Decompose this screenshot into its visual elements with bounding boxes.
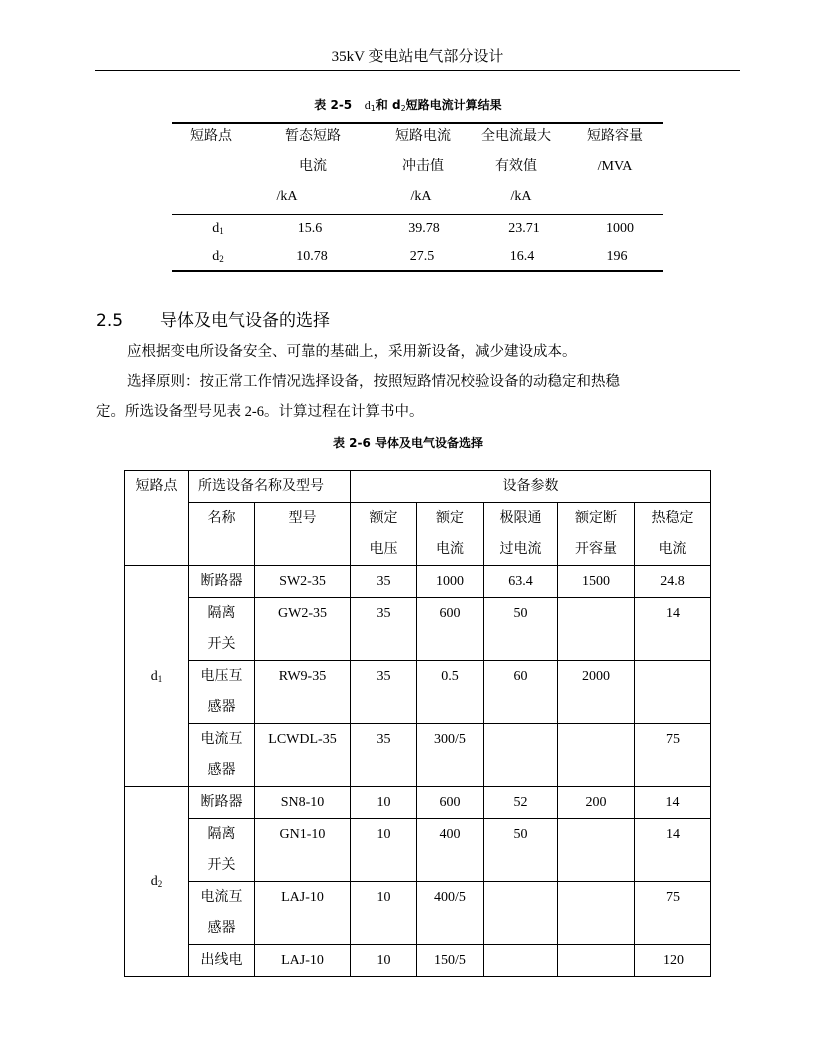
table25-row2-capacity: 196: [606, 249, 628, 264]
equipment-model: LAJ-10: [255, 882, 351, 945]
table25-caption: [0, 96, 816, 113]
limit-current: 52: [484, 787, 558, 819]
table26: [124, 470, 711, 977]
table25-caption-mid: 和 d: [375, 98, 401, 112]
table26-caption: 表 2-6 导体及电气设备选择: [332, 436, 484, 450]
table25-row1-capacity: 1000: [606, 221, 634, 236]
table26-head-name: 名称: [189, 503, 255, 566]
table26-head-current: [417, 503, 484, 566]
table25-caption-d1: d: [364, 98, 371, 112]
breaking-capacity: [558, 724, 635, 787]
equipment-name-line-2: 感器: [207, 921, 236, 936]
thermal-current: 120: [635, 945, 711, 977]
table-row: [125, 566, 711, 598]
table25-row2-transient: 10.78: [296, 249, 328, 264]
table25-row2-point: [206, 243, 230, 271]
table-row: [125, 945, 711, 977]
table-row: [125, 819, 711, 882]
equipment-name: [189, 661, 255, 724]
table26-head-model: 型号: [255, 503, 351, 566]
paragraph-2-line-2: 定。所选设备型号见表 2-6。计算过程在计算书中。: [96, 404, 424, 420]
table25-head-impact-1: 短路电流: [395, 129, 451, 144]
table25-head-rms-3: /kA: [510, 189, 532, 204]
table-row: [125, 724, 711, 787]
thermal-current: 14: [635, 819, 711, 882]
rated-voltage: 35: [351, 598, 417, 661]
table26-head-breaking-2: 开容量: [575, 542, 617, 557]
table26-head-breaking-1: 额定断: [575, 511, 617, 526]
equipment-name-line-1: 电流互: [200, 890, 243, 905]
table26-head-voltage-1: 额定: [369, 511, 398, 526]
table26-head-thermal: [635, 503, 711, 566]
table25-caption-text: 短路电流计算结果: [405, 98, 502, 112]
table25-row2-point-sub: 2: [219, 254, 224, 264]
table26-head-limit: [484, 503, 558, 566]
limit-current: [484, 945, 558, 977]
table25-caption-sub1: 1: [370, 104, 376, 113]
thermal-current: 75: [635, 882, 711, 945]
paragraph-1: 应根据变电所设备安全、可靠的基础上，采用新设备，减少建设成本。: [127, 344, 577, 360]
limit-current: 60: [484, 661, 558, 724]
table26-head-voltage: [351, 503, 417, 566]
rated-current: 400/5: [417, 882, 484, 945]
breaking-capacity: [558, 598, 635, 661]
table26-group-d1-point-d: d: [150, 668, 158, 684]
table25-head-transient-1: 暂态短路: [285, 129, 341, 144]
thermal-current: 14: [635, 598, 711, 661]
equipment-name: [189, 819, 255, 882]
table26-head-row-2: [125, 503, 711, 566]
table-row: [125, 598, 711, 661]
equipment-name: 出线电: [189, 945, 255, 977]
equipment-name: 断路器: [189, 566, 255, 598]
equipment-model: SN8-10: [255, 787, 351, 819]
equipment-name-line-2: 开关: [207, 637, 236, 652]
table-row: [125, 882, 711, 945]
thermal-current: 75: [635, 724, 711, 787]
table25-head-rms-2: 有效值: [495, 159, 537, 174]
table26-group-d2-point-d: d: [150, 874, 158, 889]
rated-voltage: 35: [351, 661, 417, 724]
rated-voltage: 10: [351, 945, 417, 977]
table25-caption-sub2: 2: [400, 104, 406, 113]
rated-current: 600: [417, 598, 484, 661]
limit-current: 50: [484, 598, 558, 661]
table25-row1-transient: 15.6: [297, 221, 323, 236]
equipment-name-line-2: 感器: [207, 700, 236, 715]
equipment-model: GW2-35: [255, 598, 351, 661]
table26-head-limit-1: 极限通: [499, 511, 542, 526]
rated-voltage: 10: [351, 882, 417, 945]
limit-current: [484, 882, 558, 945]
equipment-model: RW9-35: [255, 661, 351, 724]
equipment-name-line-1: 电压互: [200, 669, 243, 684]
thermal-current: [635, 661, 711, 724]
thermal-current: 24.8: [635, 566, 711, 598]
table26-head-current-2: 电流: [436, 542, 464, 557]
table26-head-params: 设备参数: [351, 471, 711, 503]
page-header: [95, 44, 740, 71]
table25-caption-number: 表 2-5: [314, 98, 353, 112]
table25-row1-impact: 39.78: [408, 221, 440, 236]
breaking-capacity: 200: [558, 787, 635, 819]
rated-current: 300/5: [417, 724, 484, 787]
limit-current: [484, 724, 558, 787]
table26-head-current-1: 额定: [436, 511, 464, 526]
table-row: [125, 787, 711, 819]
equipment-model: GN1-10: [255, 819, 351, 882]
table26-group-d2-point-sub: 2: [157, 879, 163, 889]
equipment-model: LAJ-10: [255, 945, 351, 977]
rated-current: 400: [417, 819, 484, 882]
section-number: 2.5: [96, 311, 124, 331]
table25-row2-impact: 27.5: [409, 249, 435, 264]
table25-row2-point-d: d: [212, 249, 220, 264]
section-title: 导体及电气设备的选择: [160, 311, 330, 331]
limit-current: 50: [484, 819, 558, 882]
table26-head-thermal-2: 电流: [658, 542, 687, 557]
equipment-model: LCWDL-35: [255, 724, 351, 787]
table25-row1-point-sub: 1: [219, 226, 224, 236]
breaking-capacity: [558, 882, 635, 945]
table25-head-rms-1: 全电流最大: [481, 129, 551, 144]
breaking-capacity: [558, 945, 635, 977]
table25-row1-point-d: d: [212, 221, 220, 236]
rated-voltage: 10: [351, 819, 417, 882]
table25-row1-rms: 23.71: [508, 221, 540, 236]
equipment-name-line-1: 隔离: [207, 827, 236, 842]
section-heading: [96, 308, 330, 334]
equipment-name-line-1: 电流互: [200, 732, 243, 747]
table26-head-breaking: [558, 503, 635, 566]
table25-head-point: 短路点: [190, 129, 232, 144]
table25-head-transient-2: 电流: [299, 159, 327, 174]
table25-row1-point: [206, 215, 230, 243]
rated-voltage: 35: [351, 724, 417, 787]
table26-head-limit-2: 过电流: [499, 542, 542, 557]
paragraph-2-line-1: 选择原则：按正常工作情况选择设备，按照短路情况校验设备的动稳定和热稳: [127, 374, 620, 390]
rated-voltage: 35: [351, 566, 417, 598]
equipment-model: SW2-35: [255, 566, 351, 598]
thermal-current: 14: [635, 787, 711, 819]
equipment-name: [189, 882, 255, 945]
table25-row2-rms: 16.4: [509, 249, 535, 264]
table-row: [125, 661, 711, 724]
rated-voltage: 10: [351, 787, 417, 819]
table25-head-capacity-2: /MVA: [597, 159, 633, 174]
equipment-name: [189, 598, 255, 661]
breaking-capacity: 2000: [558, 661, 635, 724]
table25: [172, 122, 663, 272]
table26-head-voltage-2: 电压: [369, 542, 398, 557]
rated-current: 0.5: [417, 661, 484, 724]
table26-head-thermal-1: 热稳定: [651, 511, 694, 526]
breaking-capacity: [558, 819, 635, 882]
limit-current: 63.4: [484, 566, 558, 598]
table25-head-capacity-1: 短路容量: [587, 129, 643, 144]
table26-head-point: 短路点: [125, 471, 189, 566]
table25-head-impact-2: 冲击值: [402, 159, 444, 174]
rated-current: 1000: [417, 566, 484, 598]
equipment-name: [189, 724, 255, 787]
table26-head-equipment: 所选设备名称及型号: [189, 471, 351, 503]
table26-head-row-1: [125, 471, 711, 503]
equipment-name-line-1: 隔离: [207, 606, 236, 621]
table26-group-d1-point: [125, 566, 189, 787]
equipment-name: 断路器: [189, 787, 255, 819]
table25-head-transient-3: /kA: [276, 189, 298, 204]
table26-group-d2-point: [125, 787, 189, 977]
table26-group-d1-point-sub: 1: [157, 673, 163, 684]
rated-current: 150/5: [417, 945, 484, 977]
rated-current: 600: [417, 787, 484, 819]
breaking-capacity: 1500: [558, 566, 635, 598]
equipment-name-line-2: 开关: [207, 858, 236, 873]
header-title: 35kV 变电站电气部分设计: [331, 49, 504, 65]
equipment-name-line-2: 感器: [207, 763, 236, 778]
table25-head-impact-3: /kA: [410, 189, 432, 204]
